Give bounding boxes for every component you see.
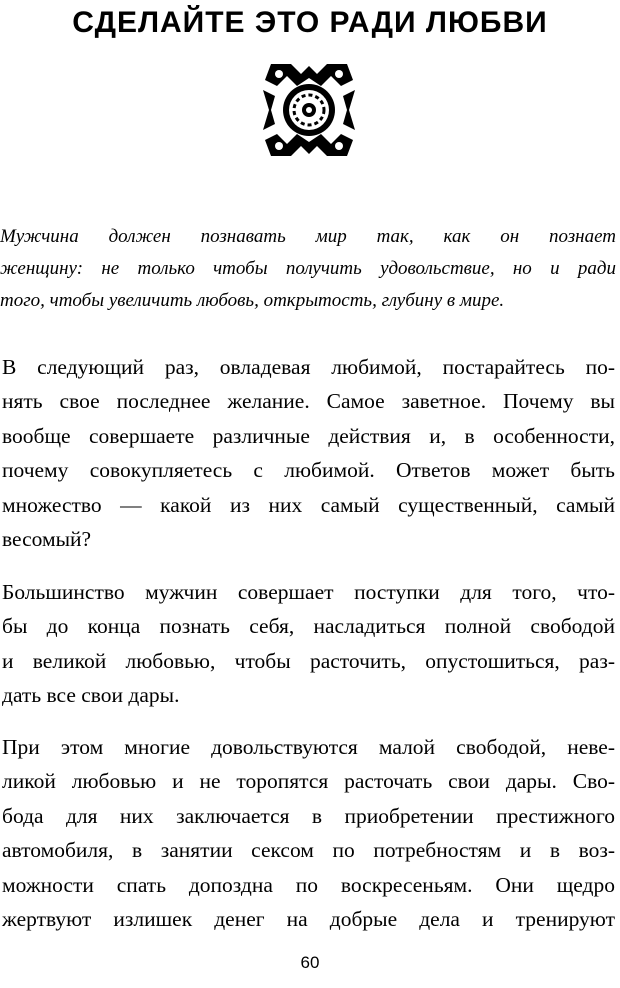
text-line: При этом многие довольствуются малой свободой, неве- [2, 735, 615, 759]
epigraph-line: того, чтобы увеличить любовь, открытость, глубину в мире. [0, 290, 505, 311]
text-line: Большинство мужчин совершает поступки для того, что- [2, 580, 615, 604]
paragraph-2 [2, 575, 615, 713]
text-line: бы до конца познать себя, насладиться полной свободой [2, 614, 615, 639]
text-line: почему совокупляетесь с любимой. Ответов может быть [2, 458, 615, 483]
page-number: 60 [300, 953, 320, 972]
text-line: весомый? [2, 527, 92, 552]
text-line: нять свое последнее желание. Самое заветное. Почему вы [2, 389, 615, 414]
text-line: бода для них заключается в приобретении престижного [2, 803, 615, 828]
epigraph-line: Мужчина должен познавать мир так, как он познает [0, 226, 616, 247]
paragraph-3 [2, 730, 615, 936]
chapter-title: СДЕЛАЙТЕ ЭТО РАДИ ЛЮБВИ [72, 6, 548, 39]
epigraph-line: женщину: не только чтобы получить удовольствие, но и ради [0, 258, 616, 279]
text-line: и великой любовью, чтобы расточить, опустошиться, раз- [2, 648, 615, 673]
text-line: В следующий раз, овладевая любимой, постарайтесь по- [2, 355, 615, 379]
text-line: ликой любовью и не торопятся расточать свои дары. Сво- [2, 769, 615, 794]
text-line: автомобиля, в занятии сексом по потребностям и в воз- [2, 838, 615, 863]
text-line: множество — какой из них самый существенный, самый [2, 492, 615, 517]
paragraph-1 [2, 350, 615, 556]
text-line: можности спать допоздна по воскресеньям. Они щедро [2, 872, 615, 897]
text-line: вообще совершаете различные действия и, в особенности, [2, 423, 615, 448]
text-line: дать все свои дары. [2, 683, 180, 708]
decorative-ornament-icon [261, 60, 357, 160]
text-line: жертвуют излишек денег на добрые дела и тренируют [2, 907, 615, 932]
epigraph [0, 221, 616, 317]
